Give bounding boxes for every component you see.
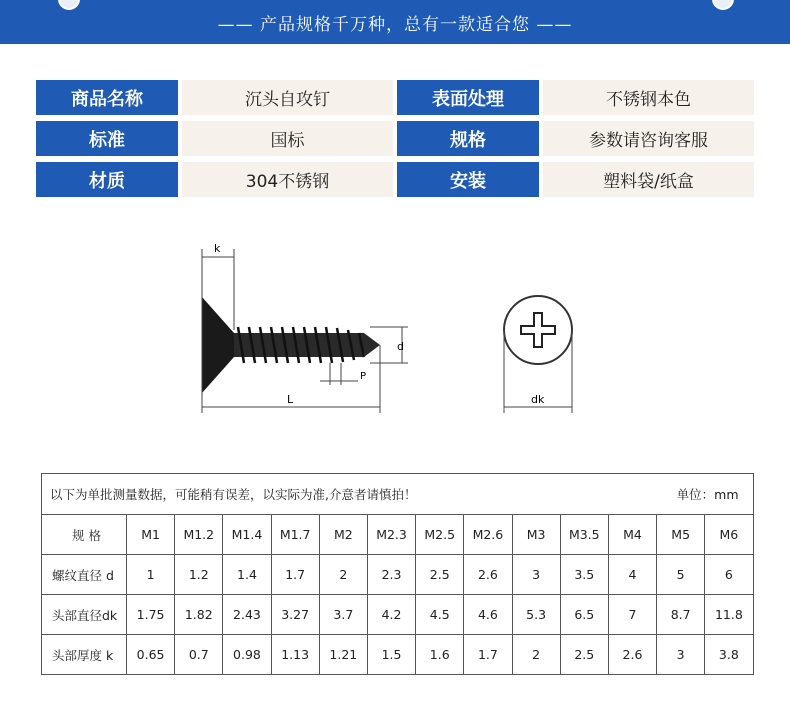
table-cell: 2	[319, 555, 367, 595]
label-l: L	[287, 393, 294, 406]
row-label: 头部直径dk	[42, 595, 127, 635]
table-cell: 2.3	[367, 555, 415, 595]
table-cell: 1.21	[319, 635, 367, 675]
table-unit: 单位：mm	[676, 487, 739, 502]
column-header: M6	[705, 515, 753, 555]
table-cell: 1.5	[367, 635, 415, 675]
phillips-recess	[521, 313, 555, 347]
column-header: M1.4	[223, 515, 271, 555]
column-header: M2.3	[367, 515, 415, 555]
column-header: M3.5	[560, 515, 608, 555]
column-header: M2.5	[416, 515, 464, 555]
table-cell: 2.43	[223, 595, 271, 635]
table-cell: 6	[705, 555, 753, 595]
table-cell: 3.8	[705, 635, 753, 675]
screw-head-shape	[202, 297, 234, 393]
spec-value-standard: 国标	[182, 121, 393, 156]
table-cell: 2.5	[416, 555, 464, 595]
decor-circle-left	[58, 0, 80, 10]
screw-diagram	[170, 235, 590, 425]
decor-circle-right	[712, 0, 734, 10]
label-d: d	[397, 340, 404, 353]
table-note-cell	[42, 474, 754, 515]
table-cell: 1	[127, 555, 175, 595]
table-cell: 1.6	[416, 635, 464, 675]
spec-label-finish: 表面处理	[397, 80, 539, 115]
spec-label-packing: 安装	[397, 162, 539, 197]
column-header: M1.2	[175, 515, 223, 555]
table-cell: 1.7	[464, 635, 512, 675]
table-cell: 3.27	[271, 595, 319, 635]
table-cell: 8.7	[657, 595, 705, 635]
table-cell: 4.2	[367, 595, 415, 635]
table-row	[42, 555, 754, 595]
table-cell: 0.7	[175, 635, 223, 675]
spec-value-material: 304不锈钢	[182, 162, 393, 197]
table-cell: 11.8	[705, 595, 753, 635]
table-cell: 1.13	[271, 635, 319, 675]
spec-grid	[36, 80, 754, 197]
table-cell: 1.2	[175, 555, 223, 595]
size-table	[41, 473, 754, 675]
table-cell: 6.5	[560, 595, 608, 635]
table-cell: 2	[512, 635, 560, 675]
spec-value-finish: 不锈钢本色	[543, 80, 754, 115]
table-cell: 4	[608, 555, 656, 595]
table-cell: 2.6	[608, 635, 656, 675]
column-header: M2.6	[464, 515, 512, 555]
table-cell: 3	[657, 635, 705, 675]
table-cell: 0.65	[127, 635, 175, 675]
spec-value-size: 参数请咨询客服	[543, 121, 754, 156]
table-row	[42, 635, 754, 675]
table-cell: 0.98	[223, 635, 271, 675]
label-k: k	[214, 242, 221, 255]
table-cell: 4.5	[416, 595, 464, 635]
column-header: M5	[657, 515, 705, 555]
column-header: M1	[127, 515, 175, 555]
table-cell: 2.5	[560, 635, 608, 675]
table-cell: 1.75	[127, 595, 175, 635]
header-banner	[0, 0, 790, 44]
row-label: 头部厚度 k	[42, 635, 127, 675]
table-cell: 1.82	[175, 595, 223, 635]
table-cell: 5.3	[512, 595, 560, 635]
table-cell: 3	[512, 555, 560, 595]
spec-value-name: 沉头自攻钉	[182, 80, 393, 115]
screw-tip	[364, 333, 380, 357]
table-cell: 7	[608, 595, 656, 635]
screw-head-top-view	[504, 296, 572, 364]
table-header-row	[42, 515, 754, 555]
table-row	[42, 595, 754, 635]
table-cell: 1.7	[271, 555, 319, 595]
table-cell: 3.5	[560, 555, 608, 595]
banner-title: —— 产品规格千万种，总有一款适合您 ——	[217, 14, 573, 35]
label-dk: dk	[531, 393, 545, 406]
header-label: 规 格	[42, 515, 127, 555]
column-header: M1.7	[271, 515, 319, 555]
column-header: M3	[512, 515, 560, 555]
spec-value-packing: 塑料袋/纸盒	[543, 162, 754, 197]
table-note: 以下为单批测量数据，可能稍有误差，以实际为准,介意者请慎拍！	[50, 487, 417, 502]
column-header: M4	[608, 515, 656, 555]
table-cell: 3.7	[319, 595, 367, 635]
spec-label-size: 规格	[397, 121, 539, 156]
table-cell: 1.4	[223, 555, 271, 595]
label-p: P	[360, 371, 367, 382]
table-cell: 4.6	[464, 595, 512, 635]
table-cell: 2.6	[464, 555, 512, 595]
spec-label-standard: 标准	[36, 121, 178, 156]
spec-label-material: 材质	[36, 162, 178, 197]
row-label: 螺纹直径 d	[42, 555, 127, 595]
spec-label-name: 商品名称	[36, 80, 178, 115]
table-cell: 5	[657, 555, 705, 595]
column-header: M2	[319, 515, 367, 555]
